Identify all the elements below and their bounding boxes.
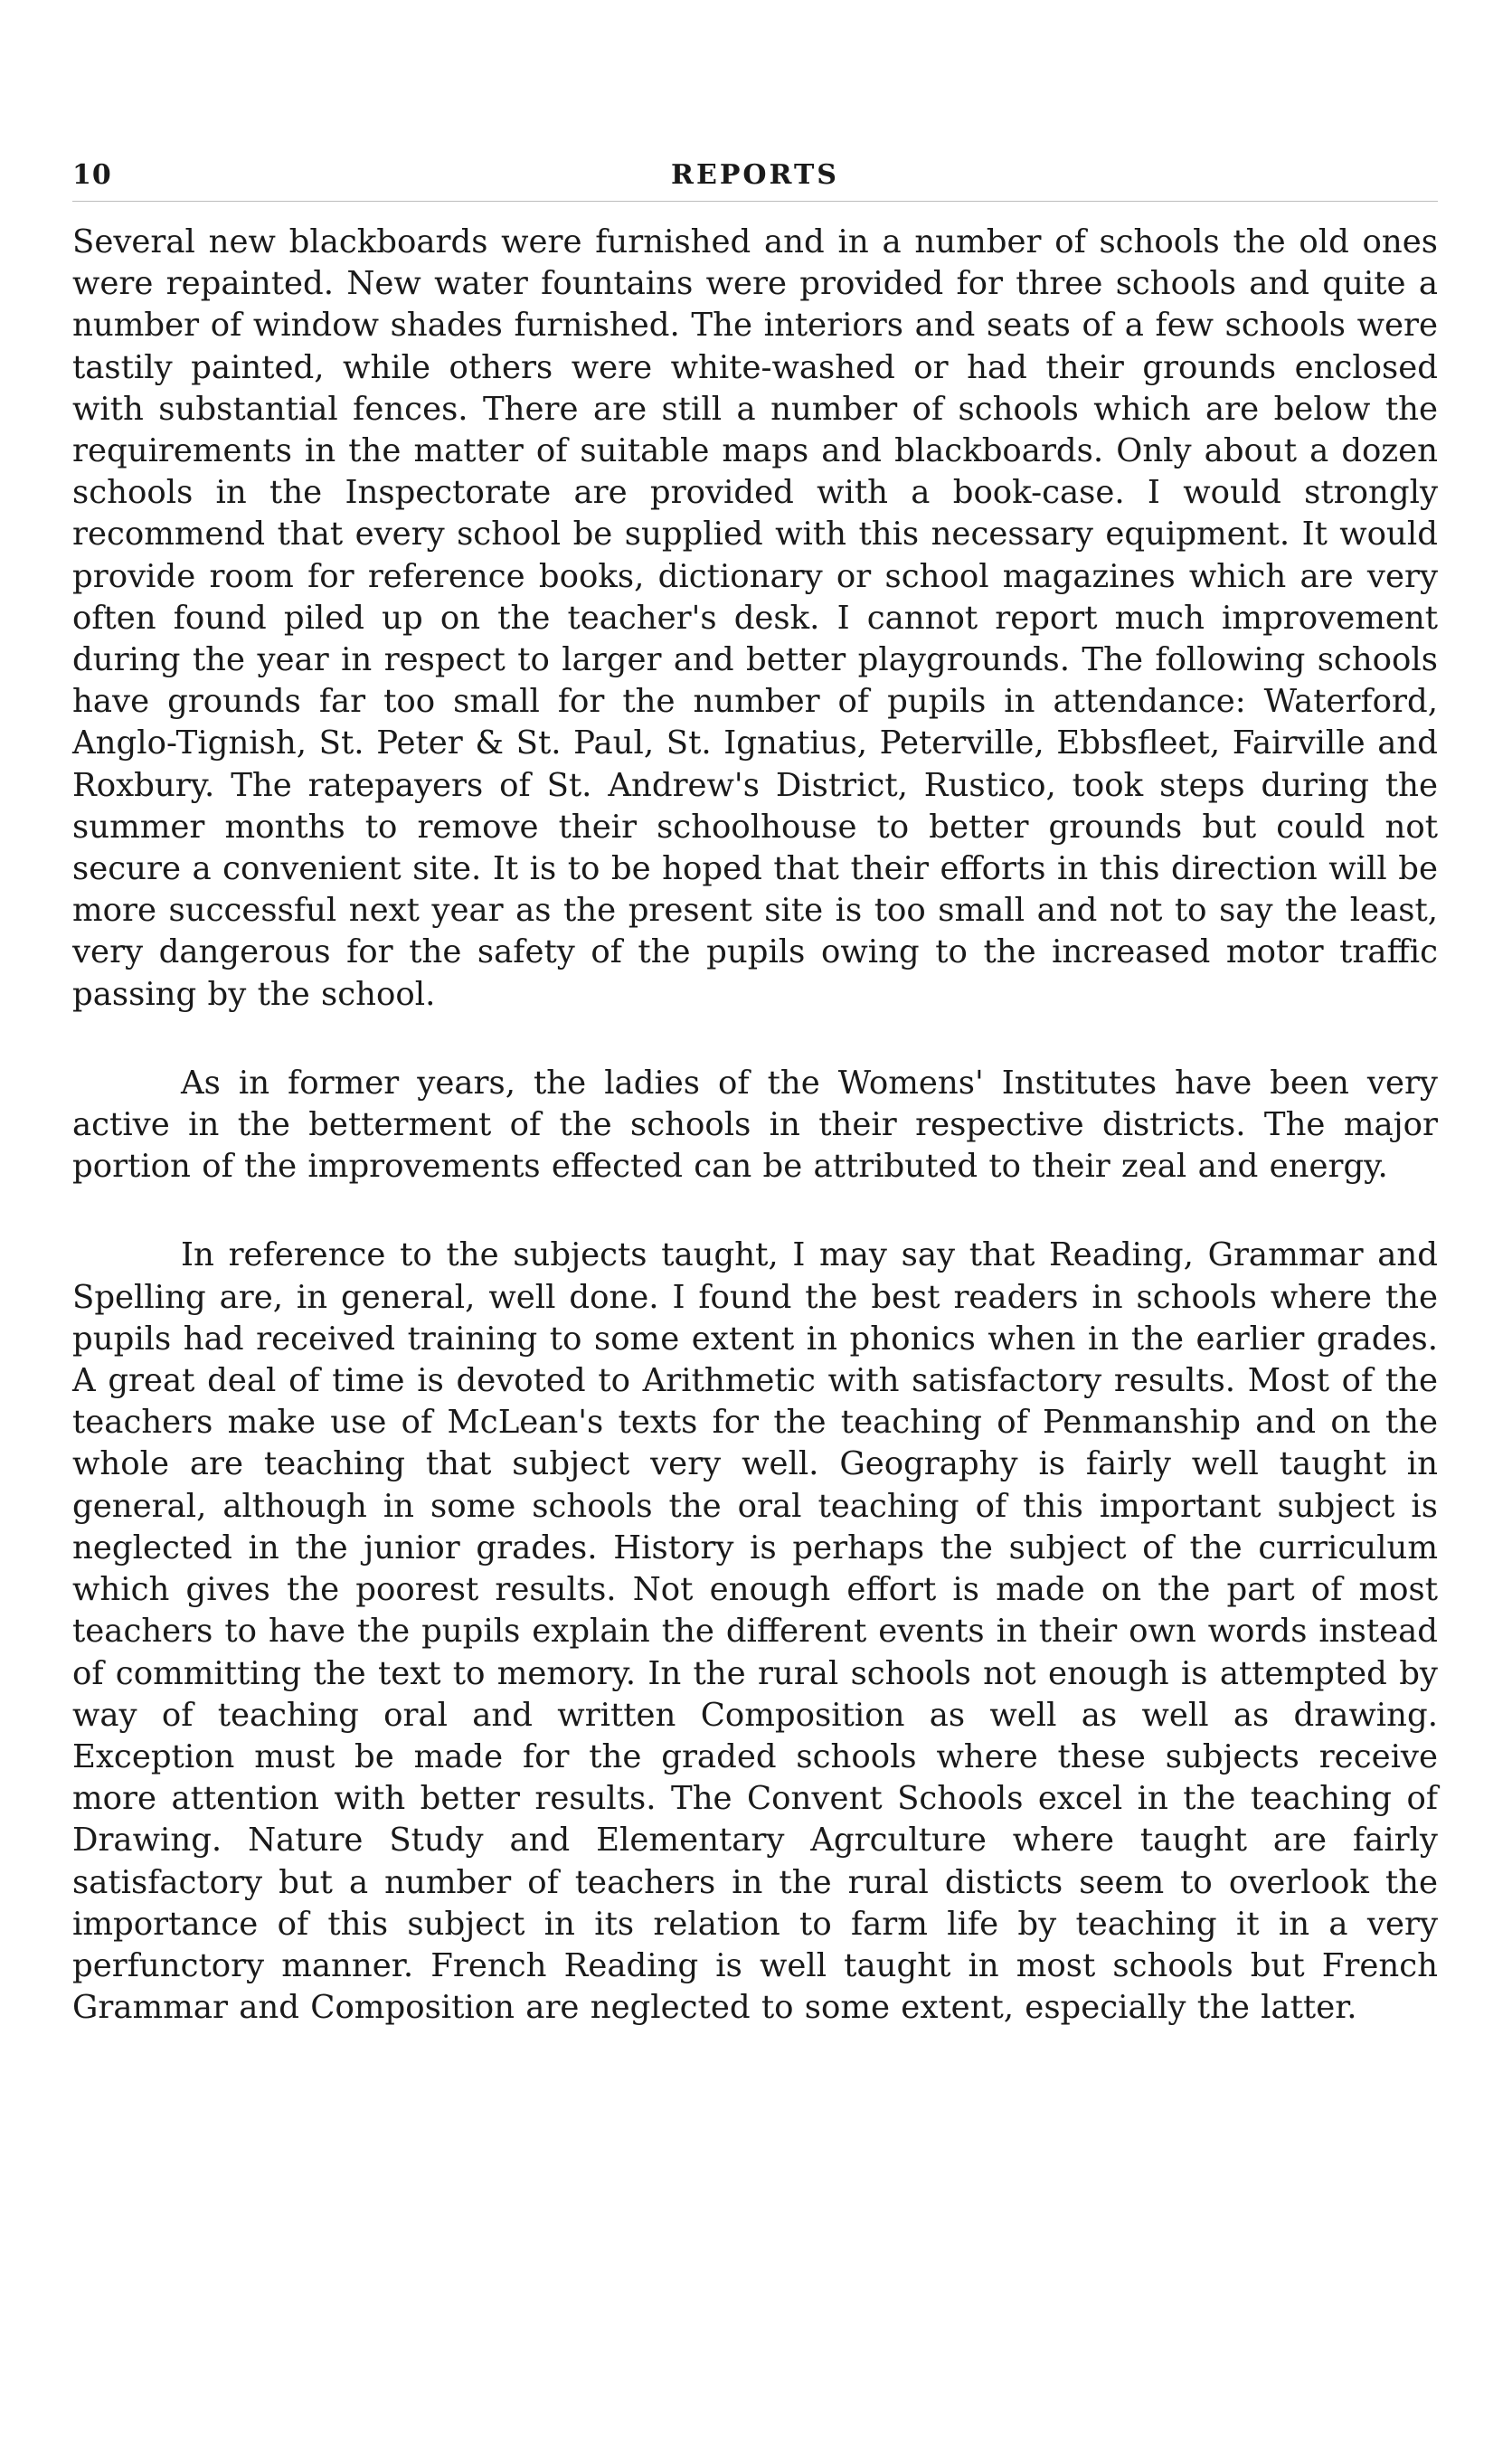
running-title: REPORTS <box>671 159 839 191</box>
page-number: 10 <box>72 159 112 191</box>
page-header <box>72 154 1438 202</box>
paragraph-school-equipment: Several new blackboards were furnished and in a number of schools the old ones were repainted. New water fountains were provided for three schools and quite a number of window shades furnished. The interiors and seats of a few schools were tastily painted, while others were white-washed or had their grounds enclosed with substantial fences. There are still a number of schools which are below the requirements in the matter of suitable maps and blackboards. Only about a dozen schools in the Inspectorate are provided with a book-case. I would strongly recommend that every school be supplied with this necessary equipment. It would provide room for reference books, dictionary or school magazines which are very often found piled up on the teacher's desk. I cannot report much improvement during the year in respect to larger and better playgrounds. The following schools have grounds far too small for the number of pupils in attendance: Waterford, Anglo-Tignish, St. Peter & St. Paul, St. Ignatius, Peterville, Ebbsfleet, Fairville and Roxbury. The ratepayers of St. Andrew's District, Rustico, took steps during the summer months to remove their schoolhouse to better grounds but could not secure a convenient site. It is to be hoped that their efforts in this direction will be more successful next year as the present site is too small and not to say the least, very dangerous for the safety of the pupils owing to the increased motor traffic passing by the school. <box>72 223 1438 1013</box>
paragraph-subjects-taught: In reference to the subjects taught, I may say that Reading, Grammar and Spelling are, in general, well done. I found the best readers in schools where the pupils had received training to some extent in phonics when in the earlier grades. A great deal of time is devoted to Arithmetic with satisfactory results. Most of the teachers make use of McLean's texts for the teaching of Penmanship and on the whole are teaching that subject very well. Geography is fairly well taught in general, although in some schools the oral teaching of this important subject is neglected in the junior grades. History is perhaps the subject of the curriculum which gives the poorest results. Not enough effort is made on the part of most teachers to have the pupils explain the different events in their own words instead of committing the text to memory. In the rural schools not enough is attempted by way of teaching oral and written Composition as well as well as drawing. Exception must be made for the graded schools where these subjects receive more attention with better results. The Convent Schools excel in the teaching of Drawing. Nature Study and Elementary Agrculture where taught are fairly satisfactory but a number of teachers in the rural disticts seem to overlook the importance of this subject in its relation to farm life by teaching it in a very perfunctory manner. French Reading is well taught in most schools but French Grammar and Composition are neglected to some extent, especially the latter. <box>72 1236 1438 2027</box>
body-text <box>72 222 1438 2029</box>
document-page <box>72 154 1438 2076</box>
paragraph-womens-institutes: As in former years, the ladies of the Womens' Institutes have been very active in the betterment of the schools in their respective districts. The major portion of the improvements effected can be attributed to their zeal and energy. <box>72 1064 1438 1186</box>
